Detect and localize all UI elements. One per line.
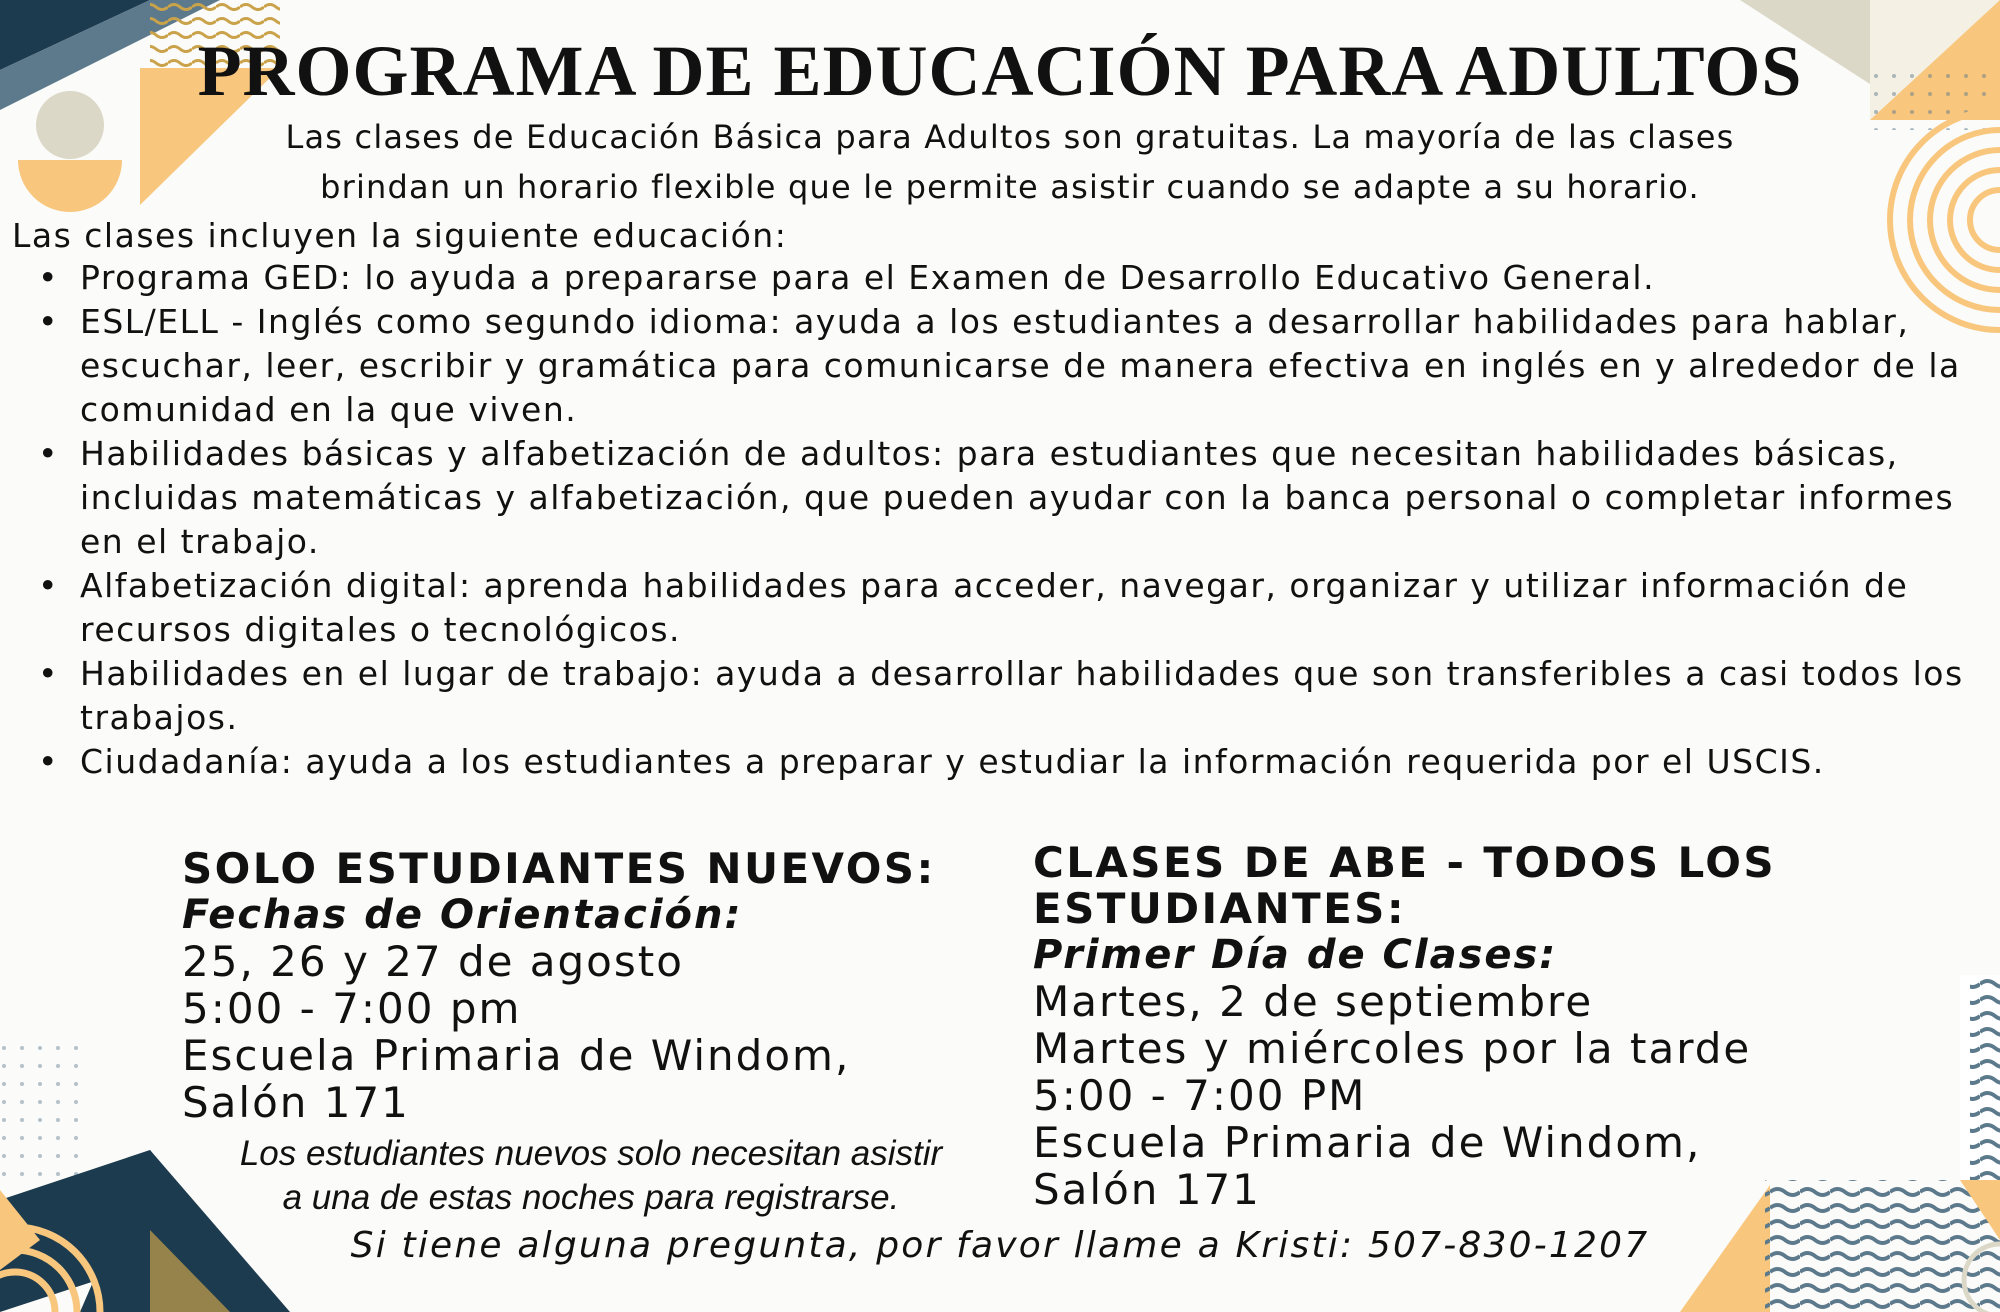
abe-heading-line-1: CLASES DE ABE - TODOS LOS bbox=[1033, 838, 1776, 887]
note-line-2: a una de estas noches para registrarse. bbox=[282, 1178, 900, 1217]
intro-line-1: Las clases de Educación Básica para Adultos son gratuitas. La mayoría de las clases bbox=[285, 118, 1735, 156]
orientation-location: Escuela Primaria de Windom, bbox=[182, 1031, 851, 1080]
new-students-note bbox=[170, 1132, 1012, 1220]
first-day-date: Martes, 2 de septiembre bbox=[1033, 977, 1594, 1026]
education-list bbox=[80, 256, 1985, 784]
class-time: 5:00 - 7:00 PM bbox=[1033, 1071, 1367, 1120]
class-days: Martes y miércoles por la tarde bbox=[1033, 1024, 1752, 1073]
list-item-esl: • ESL/ELL - Inglés como segundo idioma: ayuda a los estudiantes a desarrollar habilidades para hablar, escuchar, leer, escribir y gramática para comunicarse de manera efectiva en inglés en y alrededor de la comunidad en la que viven. bbox=[80, 300, 1985, 432]
new-students-heading: SOLO ESTUDIANTES NUEVOS: bbox=[182, 844, 936, 893]
orientation-subheading: Fechas de Orientación: bbox=[182, 892, 743, 938]
orientation-time: 5:00 - 7:00 pm bbox=[182, 984, 522, 1033]
list-item-citizenship: • Ciudadanía: ayuda a los estudiantes a preparar y estudiar la información requerida por el USCIS. bbox=[80, 740, 1985, 784]
contact-footer: Si tiene alguna pregunta, por favor llame a Kristi: 507-830-1207 bbox=[350, 1225, 1650, 1266]
list-item-ged: • Programa GED: lo ayuda a prepararse para el Examen de Desarrollo Educativo General. bbox=[80, 256, 1985, 300]
class-room: Salón 171 bbox=[1033, 1165, 1261, 1214]
note-line-1: Los estudiantes nuevos solo necesitan asistir bbox=[239, 1134, 943, 1173]
intro-line-2: brindan un horario flexible que le permite asistir cuando se adapte a su horario. bbox=[320, 168, 1700, 206]
class-location: Escuela Primaria de Windom, bbox=[1033, 1118, 1702, 1167]
list-item-digital-literacy: • Alfabetización digital: aprenda habilidades para acceder, navegar, organizar y utilizar información de recursos digitales o tecnológicos. bbox=[80, 564, 1985, 652]
first-day-subheading: Primer Día de Clases: bbox=[1033, 932, 1558, 978]
orientation-dates: 25, 26 y 27 de agosto bbox=[182, 937, 684, 986]
list-item-basic-skills: • Habilidades básicas y alfabetización de adultos: para estudiantes que necesitan habilidades básicas, incluidas matemáticas y alfabetización, que pueden ayudar con la banca personal o completar informes en el trabajo. bbox=[80, 432, 1985, 564]
abe-classes-section bbox=[1033, 840, 1963, 1213]
list-item-workplace-skills: • Habilidades en el lugar de trabajo: ayuda a desarrollar habilidades que son transferibles a casi todos los trabajos. bbox=[80, 652, 1985, 740]
list-lead: Las clases incluyen la siguiente educación: bbox=[12, 216, 788, 255]
orientation-room: Salón 171 bbox=[182, 1078, 410, 1127]
intro-text bbox=[200, 112, 1820, 212]
new-students-section bbox=[182, 846, 1012, 1220]
abe-heading-line-2: ESTUDIANTES: bbox=[1033, 884, 1407, 933]
page-title: PROGRAMA DE EDUCACIÓN PARA ADULTOS bbox=[197, 31, 1803, 111]
